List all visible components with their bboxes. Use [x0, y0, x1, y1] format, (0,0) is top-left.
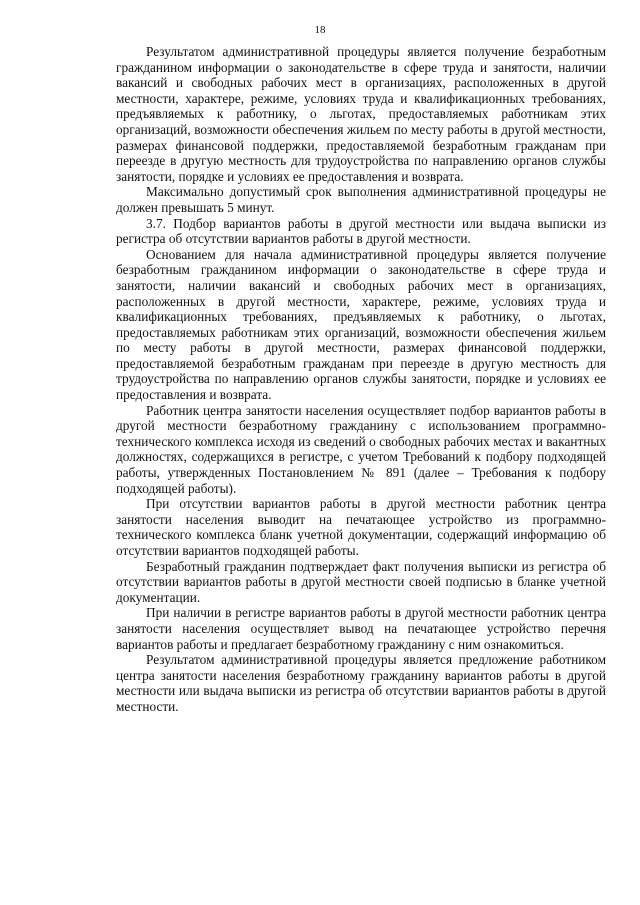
paragraph-max-time: Максимально допустимый срок выполнения административной процедуры не должен превышать 5 минут. [116, 184, 606, 215]
paragraph-procedure-result: Результатом административной процедуры является предложение работником центра занятости населения безработному гражданину вариантов работы в другой местности или выдача выписки из регистра об отсутствии вариантов работы в другой местности. [116, 652, 606, 714]
paragraph-no-options: При отсутствии вариантов работы в другой местности работник центра занятости населения выводит на печатающее устройство из программно-технического комплекса бланк учетной документации, содержащий информацию об отсутствии вариантов подходящей работы. [116, 496, 606, 558]
paragraph-options-available: При наличии в регистре вариантов работы в другой местности работник центра занятости населения осуществляет вывод на печатающее устройство перечня вариантов работы и предлагает безработному гражданину с ним ознакомиться. [116, 605, 606, 652]
document-body [116, 44, 606, 715]
section-heading-3-7: 3.7. Подбор вариантов работы в другой местности или выдача выписки из регистра об отсутствии вариантов работы в другой местности. [116, 215, 606, 247]
paragraph-grounds: Основанием для начала административной процедуры является получение безработным гражданином информации о законодательстве в сфере труда и занятости, наличии вакансий и свободных рабочих мест в организациях, расположенных в другой местности, характере, режиме, условиях труда и квалификационных требованиях, предъявляемых к работнику, о льготах, предоставляемых работникам этих организаций, возможности обеспечения жильем по месту работы в другой местности, размерах финансовой поддержки, предоставляемой безработным гражданам при переезде в другую местность для трудоустройства по направлению органов службы занятости, порядке и условиях ее предоставления и возврата. [116, 246, 606, 403]
page-number: 18 [314, 24, 326, 36]
paragraph-confirmation: Безработный гражданин подтверждает факт получения выписки из регистра об отсутствии вариантов работы в другой местности своей подписью в бланке учетной документации. [116, 558, 606, 605]
paragraph-result-info: Результатом административной процедуры является получение безработным гражданином информации о законодательстве в сфере труда и занятости, наличии вакансий и свободных рабочих мест в организациях, расположенных в другой местности, характере, режиме, условиях труда и квалификационных требованиях, предъявляемых к работнику, о льготах, предоставляемых работникам этих организаций, возможности обеспечения жильем по месту работы в другой местности, размерах финансовой поддержки, предоставляемой безработным гражданам при переезде в другую местность для трудоустройства по направлению органов службы занятости, порядке и условиях ее предоставления и возврата. [116, 44, 606, 184]
paragraph-selection: Работник центра занятости населения осуществляет подбор вариантов работы в другой местности безработному гражданину с использованием программно-технического комплекса исходя из сведений о свободных рабочих местах и вакантных должностях, содержащихся в регистре, с учетом Требований к подбору подходящей работы, утвержденных Постановлением № 891 (далее – Требования к подбору подходящей работы). [116, 402, 606, 496]
